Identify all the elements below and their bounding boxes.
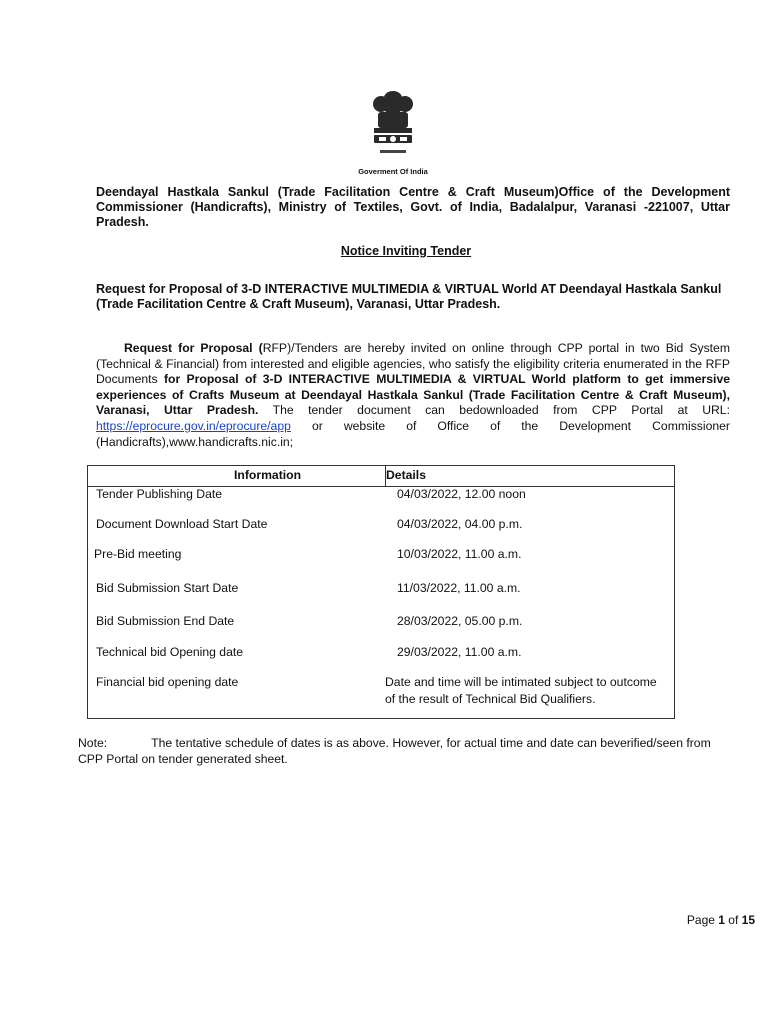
row-value-technical-bid-opening: 29/03/2022, 11.00 a.m. xyxy=(397,645,522,659)
office-address-heading: Deendayal Hastkala Sankul (Trade Facilitation Centre & Craft Museum)Office of the Development Commissioner (Handicrafts), Ministry of Textiles, Govt. of India, Badalalpur, Varanasi -221007, Uttar Pradesh. xyxy=(96,185,730,229)
row-label-technical-bid-opening: Technical bid Opening date xyxy=(96,645,244,659)
government-of-india-caption: Goverment Of India xyxy=(358,167,428,176)
body-text-4: or website of Office of the Development Commissioner (Handicrafts),www.handicrafts.nic.in; xyxy=(96,418,730,449)
page-number xyxy=(640,913,755,927)
schedule-note xyxy=(78,735,738,767)
current-page: 1 xyxy=(718,913,725,927)
row-label-pre-bid: Pre-Bid meeting xyxy=(94,547,182,561)
lead-bold-text: Request for Proposal ( xyxy=(124,341,263,355)
invitation-paragraph xyxy=(96,341,730,450)
proposal-bold-text: for Proposal of 3-D INTERACTIVE MULTIMEDIA & VIRTUAL World platform to get immersive experiences of Crafts Museum at Deendayal Hastkala Sankul (Trade Facilitation Centre & Craft Museum), Varanasi, Uttar Pradesh. xyxy=(96,372,731,418)
row-label-bid-submission-end: Bid Submission End Date xyxy=(96,614,235,628)
row-value-pre-bid: 10/03/2022, 11.00 a.m. xyxy=(397,547,522,561)
row-value-document-download: 04/03/2022, 04.00 p.m. xyxy=(397,517,523,531)
row-value-bid-submission-end: 28/03/2022, 05.00 p.m. xyxy=(397,614,523,628)
rfp-title: Request for Proposal of 3-D INTERACTIVE MULTIMEDIA & VIRTUAL World AT Deendayal Hastkala Sankul (Trade Facilitation Centre & Craft Museum), Varanasi, Uttar Pradesh. xyxy=(96,282,722,311)
cpp-portal-link[interactable]: https://eprocure.gov.in/eprocure/app xyxy=(96,418,291,433)
of-word: of xyxy=(724,913,742,927)
row-label-document-download: Document Download Start Date xyxy=(96,517,268,531)
header-details: Details xyxy=(386,468,426,482)
tender-schedule-table xyxy=(87,465,675,719)
row-label-bid-submission-start: Bid Submission Start Date xyxy=(96,581,239,595)
row-value-financial-bid-opening-line2: of the result of Technical Bid Qualifiers. xyxy=(385,692,596,706)
note-text: The tentative schedule of dates is as above. However, for actual time and date can beverified/seen from CPP Portal on tender generated sheet. xyxy=(78,736,711,766)
notice-title: Notice Inviting Tender xyxy=(340,244,472,258)
page-word: Page xyxy=(686,913,719,927)
body-text-1: RFP)/Tenders are hereby invited on online through CPP portal in two Bid System (Technical & Financial) from interested and eligible agencies, who satisfy the eligibility criteria enumerated in the RFP Documents xyxy=(96,341,730,387)
note-label: Note: xyxy=(78,736,108,750)
row-value-tender-publishing: 04/03/2022, 12.00 noon xyxy=(397,487,526,501)
total-pages: 15 xyxy=(741,913,755,927)
row-label-financial-bid-opening: Financial bid opening date xyxy=(96,675,239,689)
national-emblem-icon xyxy=(362,88,424,164)
row-value-bid-submission-start: 11/03/2022, 11.00 a.m. xyxy=(397,581,521,595)
row-label-tender-publishing: Tender Publishing Date xyxy=(96,487,223,501)
row-value-financial-bid-opening: Date and time will be intimated subject to outcome xyxy=(385,675,657,689)
header-information: Information xyxy=(234,468,302,482)
body-text-3: The tender document can bedownloaded from CPP Portal at URL: xyxy=(258,403,730,418)
